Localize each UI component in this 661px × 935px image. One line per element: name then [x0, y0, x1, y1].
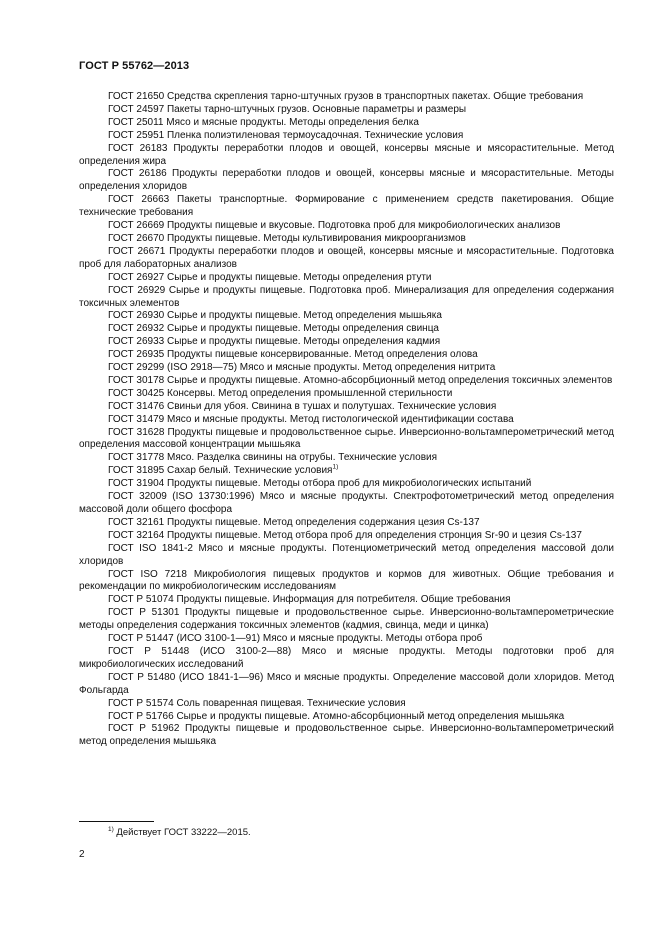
reference-item: ГОСТ 25011 Мясо и мясные продукты. Методы определения белка	[108, 116, 419, 128]
reference-item: ГОСТ Р 51448 (ИСО 3100-2—88) Мясо и мясные продукты. Методы подготовки проб для микробиологических исследований	[79, 645, 614, 670]
reference-item: ГОСТ 30178 Сырье и продукты пищевые. Атомно-абсорбционный метод определения токсичных элементов	[108, 374, 613, 386]
footnote-marker: 1)	[332, 463, 339, 471]
reference-item: ГОСТ 26663 Пакеты транспортные. Формирование с применением средств пакетирования. Общие технические требования	[79, 194, 614, 219]
reference-item: ГОСТ ISO 7218 Микробиология пищевых продуктов и кормов для животных. Общие требования и рекомендации по микробиологическим исследованиям	[79, 568, 614, 593]
document-header: ГОСТ Р 55762—2013	[79, 60, 190, 72]
reference-item: ГОСТ Р 51962 Продукты пищевые и продовольственное сырье. Инверсионно-вольтамперометрический метод определения мышьяка	[79, 723, 614, 748]
reference-item: ГОСТ 26933 Сырье и продукты пищевые. Методы определения кадмия	[108, 336, 441, 348]
reference-item: ГОСТ 26930 Сырье и продукты пищевые. Метод определения мышьяка	[108, 310, 442, 322]
reference-item: ГОСТ 24597 Пакеты тарно-штучных грузов. Основные параметры и размеры	[108, 103, 467, 115]
reference-item: ГОСТ 26935 Продукты пищевые консервированные. Метод определения олова	[108, 349, 478, 361]
reference-item: ГОСТ 32161 Продукты пищевые. Метод определения содержания цезия Cs-137	[108, 516, 480, 528]
reference-item: ГОСТ 31628 Продукты пищевые и продовольственное сырье. Инверсионно-вольтамперометрический метод определения массовой концентрации мышьяка	[79, 426, 614, 451]
reference-item: ГОСТ Р 51480 (ИСО 1841-1—96) Мясо и мясные продукты. Определение массовой доли хлоридов. Метод Фольгарда	[79, 671, 614, 696]
footnote-text: Действует ГОСТ 33222—2015.	[116, 827, 251, 839]
reference-item: ГОСТ Р 51766 Сырье и продукты пищевые. Атомно-абсорбционный метод определения мышьяка	[108, 710, 565, 722]
reference-item: ГОСТ 26670 Продукты пищевые. Методы культивирования микроорганизмов	[108, 232, 466, 244]
reference-item: ГОСТ 31904 Продукты пищевые. Методы отбора проб для микробиологических испытаний	[108, 478, 532, 490]
reference-item: ГОСТ Р 51074 Продукты пищевые. Информация для потребителя. Общие требования	[108, 594, 511, 606]
reference-item: ГОСТ 31476 Свиньи для убоя. Свинина в тушах и полутушах. Технические условия	[108, 400, 497, 412]
reference-item: ГОСТ 26669 Продукты пищевые и вкусовые. Подготовка проб для микробиологических анализов	[108, 220, 561, 232]
reference-item: ГОСТ 26932 Сырье и продукты пищевые. Методы определения свинца	[108, 323, 439, 335]
reference-item: ГОСТ 21650 Средства скрепления тарно-штучных грузов в транспортных пакетах. Общие требования	[108, 91, 584, 102]
reference-item: ГОСТ Р 51301 Продукты пищевые и продовольственное сырье. Инверсионно-вольтамперометрические методы определения содержания токсичных элементов (кадмия, свинца, меди и цинка)	[79, 607, 614, 632]
reference-item: ГОСТ 31778 Мясо. Разделка свинины на отрубы. Технические условия	[108, 452, 438, 464]
footnote-divider	[79, 821, 154, 822]
reference-item: ГОСТ Р 51574 Соль поваренная пищевая. Технические условия	[108, 697, 406, 709]
footnote	[108, 826, 251, 838]
reference-item: ГОСТ 31479 Мясо и мясные продукты. Метод гистологической идентификации состава	[108, 413, 514, 425]
reference-item: ГОСТ 30425 Консервы. Метод определения промышленной стерильности	[108, 387, 453, 399]
reference-item: ГОСТ 25951 Пленка полиэтиленовая термоусадочная. Технические условия	[108, 129, 464, 141]
reference-item: ГОСТ 32164 Продукты пищевые. Метод отбора проб для определения стронция Sr-90 и цезия Cs-137	[108, 529, 582, 541]
reference-item: ГОСТ ISO 1841-2 Мясо и мясные продукты. Потенциометрический метод определения массовой доли хлоридов	[79, 542, 614, 567]
normative-references-list	[79, 91, 614, 749]
reference-item: ГОСТ 29299 (ISO 2918—75) Мясо и мясные продукты. Метод определения нитрита	[108, 362, 496, 374]
page-number: 2	[79, 849, 85, 860]
reference-item: ГОСТ 26183 Продукты переработки плодов и овощей, консервы мясные и мясорастительные. Метод определения жира	[79, 142, 614, 167]
reference-item: ГОСТ Р 51447 (ИСО 3100-1—91) Мясо и мясные продукты. Методы отбора проб	[108, 633, 483, 645]
reference-item: ГОСТ 26186 Продукты переработки плодов и овощей, консервы мясные и мясорастительные. Методы определения хлоридов	[79, 168, 614, 193]
reference-item: ГОСТ 32009 (ISO 13730:1996) Мясо и мясные продукты. Спектрофотометрический метод определения массовой доли общего фосфора	[79, 491, 614, 515]
footnote-mark: 1)	[108, 826, 114, 833]
reference-item: ГОСТ 26671 Продукты переработки плодов и овощей, консервы мясные и мясорастительные. Подготовка проб для лабораторных анализов	[79, 245, 614, 270]
reference-item: ГОСТ 31895 Сахар белый. Технические условия$^{1)}$	[108, 463, 339, 477]
reference-item: ГОСТ 26927 Сырье и продукты пищевые. Методы определения ртути	[108, 271, 432, 283]
reference-item: ГОСТ 26929 Сырье и продукты пищевые. Подготовка проб. Минерализация для определения содержания токсичных элементов	[79, 284, 614, 309]
